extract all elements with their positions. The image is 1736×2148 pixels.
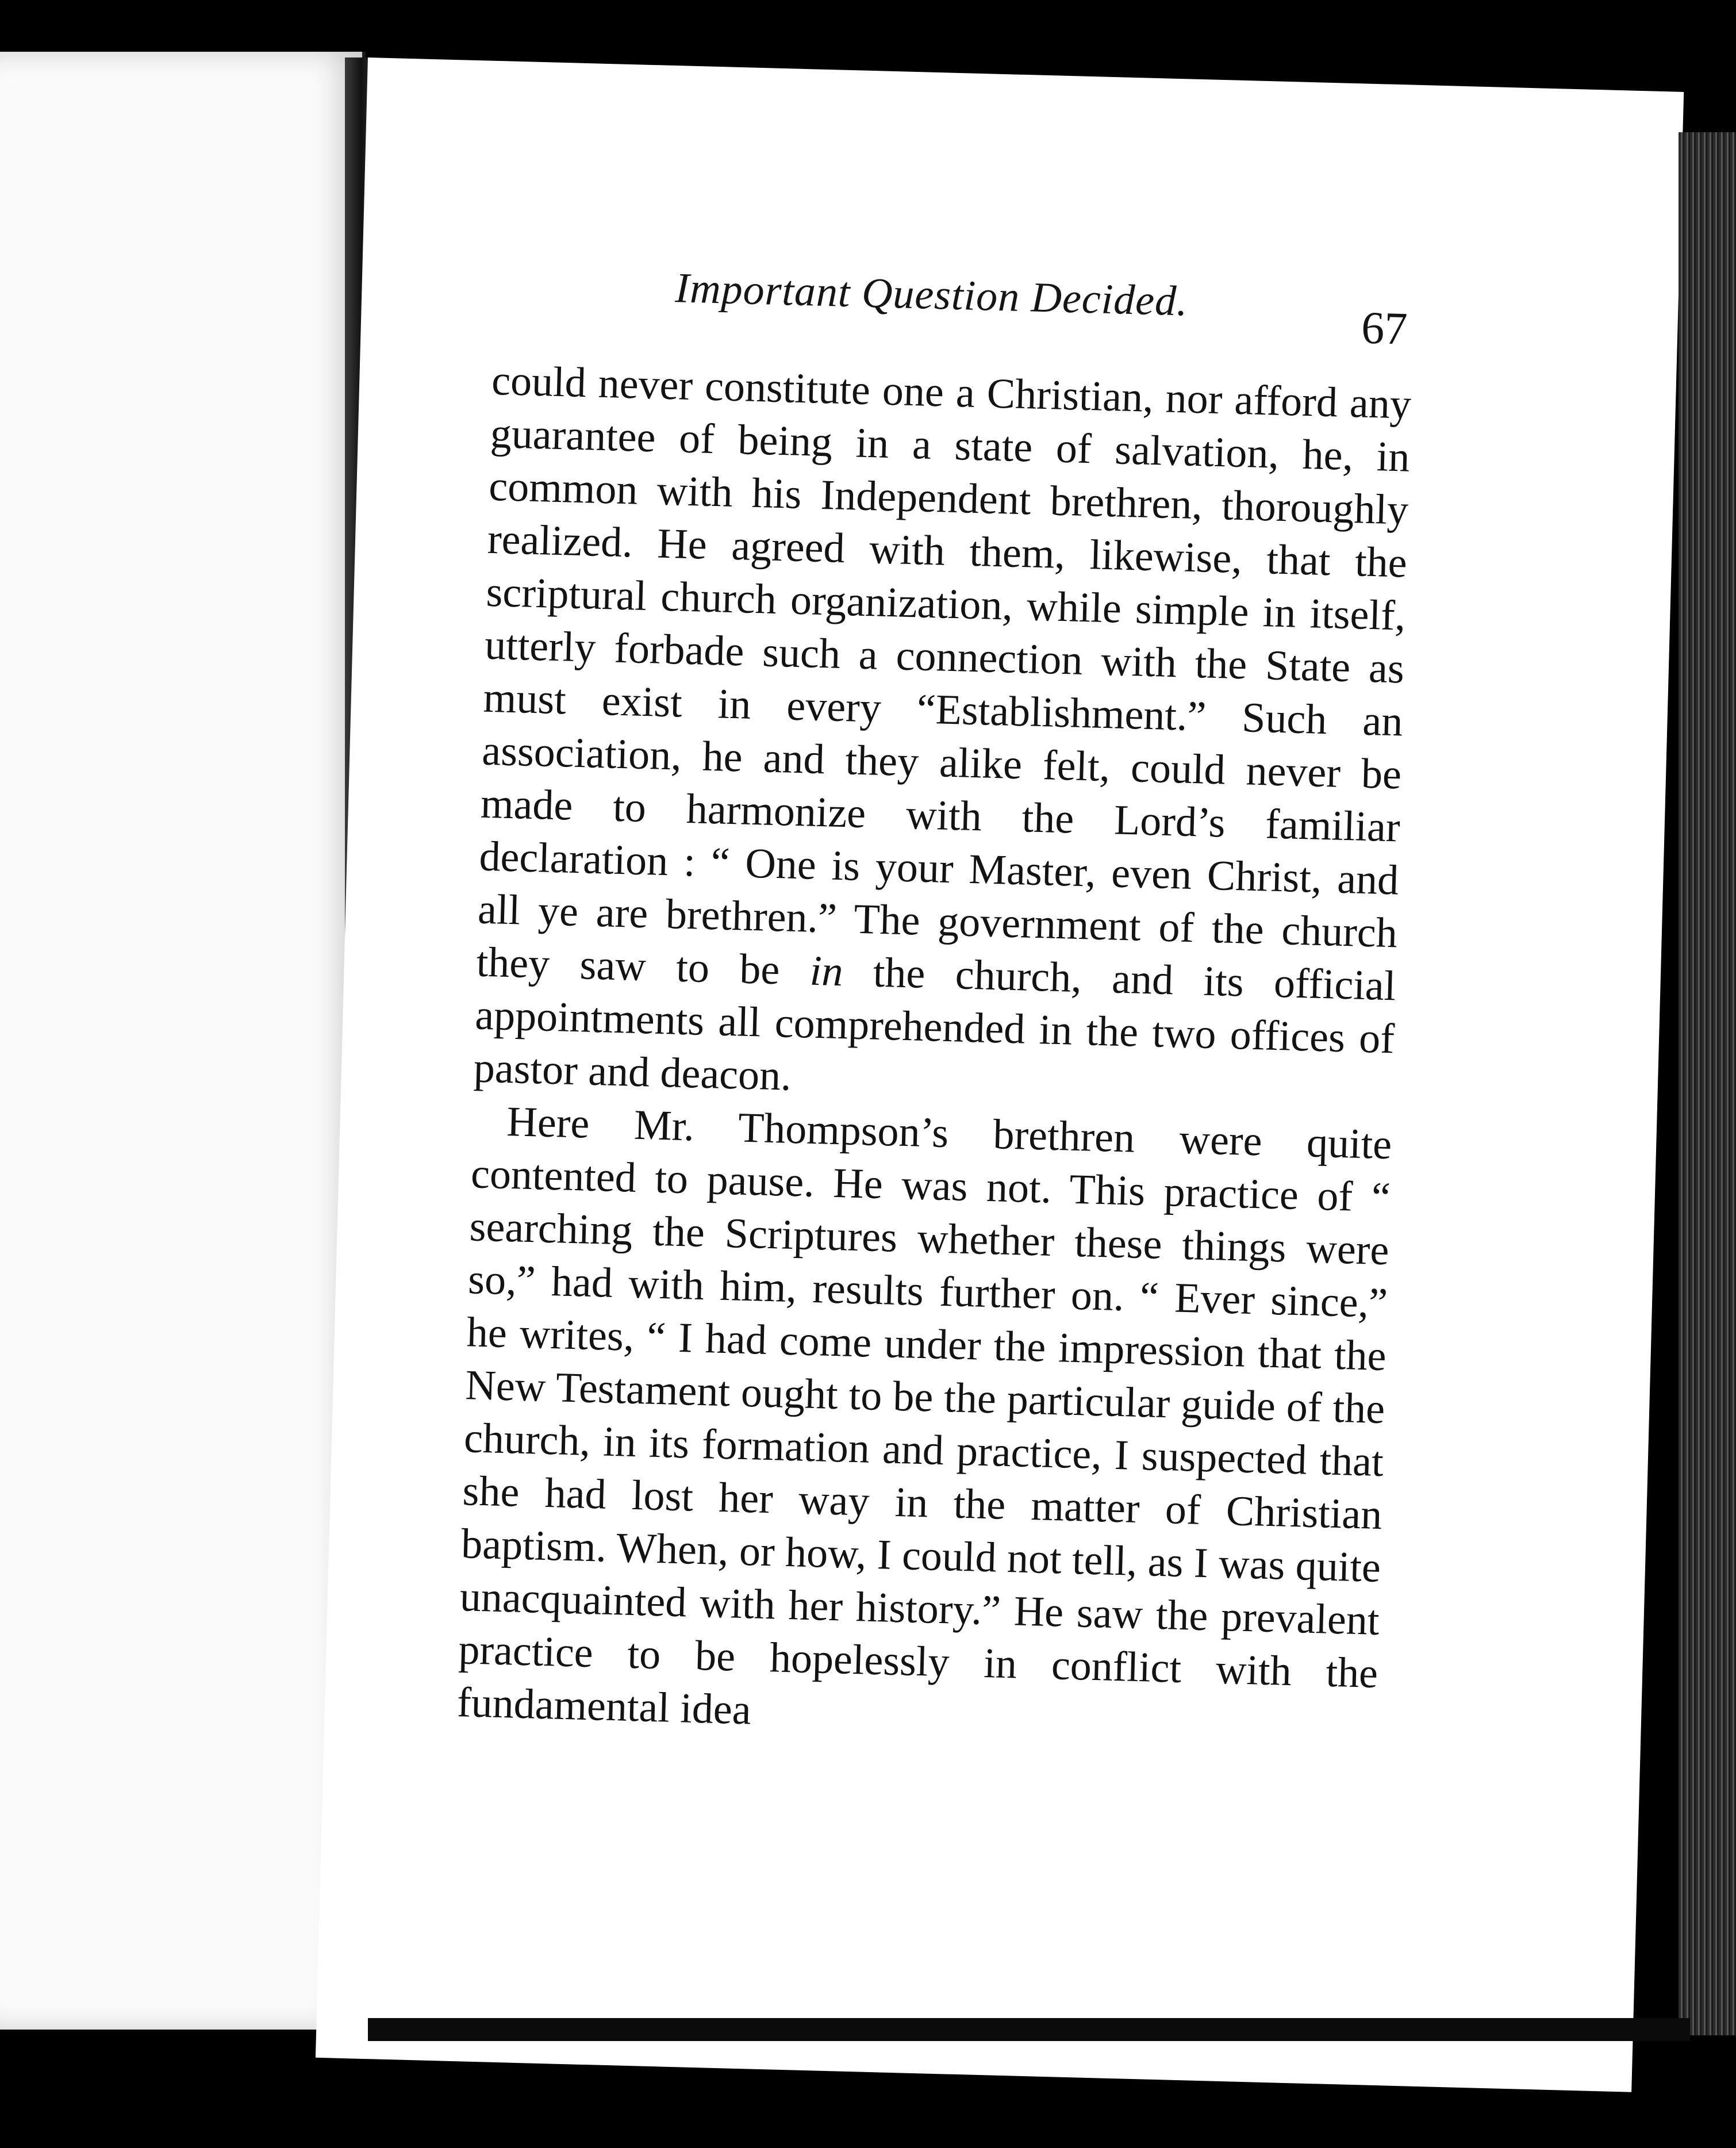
running-head: Important Question Decided.	[674, 264, 1189, 325]
paragraph-1-emphasis: in	[809, 947, 844, 996]
bottom-edge	[368, 2018, 1690, 2041]
page-body-text	[456, 354, 1412, 1753]
page-number: 67	[1361, 302, 1408, 355]
paragraph-1-text-b: the church, and its official appointments all comprehended in the two offices of pastor and deacon.	[473, 948, 1397, 1100]
page-edges	[1679, 132, 1736, 2035]
right-page	[316, 57, 1684, 2092]
paragraph-1-text-a: could never constitute one a Christian, nor afford any guarantee of being in a state of salvation, he, in common with his Independent brethren, thoroughly realized. He agreed with them, likewise, that the scriptural church organization, while simple in itself, utterly forbade such a connection with the State as must exist in every “Establishment.” Such an association, he and they alike felt, could never be made to harmonize with the Lord’s familiar declaration : “ One is your Master, even Christ, and all ye are brethren.” The government of the church they saw to be	[475, 356, 1412, 995]
paragraph-2: Here Mr. Thompson’s brethren were quite contented to pause. He was not. This practice of “ searching the Scriptures whether these things were so,” had with him, results further on. “ Ever since,” he writes, “ I had come under the impression that the New Testament ought to be the particular guide of the church, in its formation and practice, I suspected that she had lost her way in the matter of Christian baptism. When, or how, I could not tell, as I was quite unacquainted with her history.” He saw the prevalent practice to be hopelessly in conflict with the fundamental idea	[456, 1098, 1393, 1734]
paragraph-1	[473, 354, 1412, 1118]
left-page	[0, 52, 366, 2030]
